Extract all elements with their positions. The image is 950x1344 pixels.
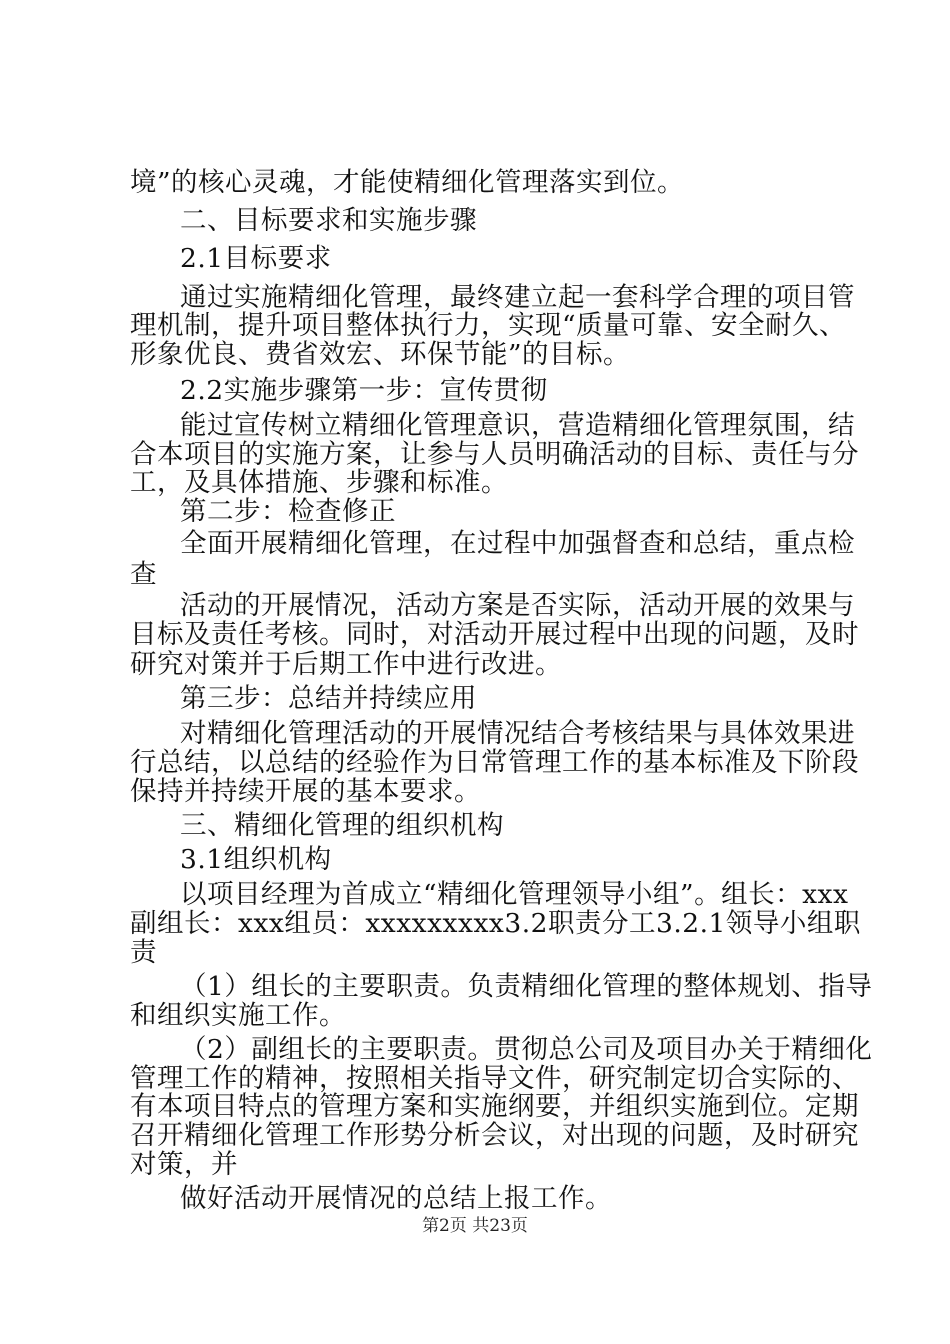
text-line: 二、目标要求和实施步骤: [180, 205, 477, 236]
text-line: 召开精细化管理工作形势分析会议，对出现的问题，及时研究: [130, 1120, 859, 1151]
text-line: 责: [130, 937, 157, 968]
text-line: 管理工作的精神，按照相关指导文件，研究制定切合实际的、: [130, 1063, 859, 1094]
text-line: 2.1目标要求: [180, 243, 332, 274]
text-line: 3.1组织机构: [180, 844, 332, 875]
text-line: 对精细化管理活动的开展情况结合考核结果与具体效果进: [180, 718, 855, 749]
text-line: 做好活动开展情况的总结上报工作。: [180, 1183, 612, 1214]
text-line: 活动的开展情况，活动方案是否实际，活动开展的效果与: [180, 590, 855, 621]
page-footer: 第2页 共23页: [422, 1216, 528, 1236]
text-line: 三、精细化管理的组织机构: [180, 810, 504, 841]
text-line: 第二步：检查修正: [180, 496, 396, 527]
text-line: 合本项目的实施方案，让参与人员明确活动的目标、责任与分: [130, 439, 859, 470]
text-line: 副组长：xxx组员：xxxxxxxxx3.2职责分工3.2.1领导小组职: [130, 908, 861, 939]
text-line: 行总结，以总结的经验作为日常管理工作的基本标准及下阶段: [130, 747, 859, 778]
text-line: 全面开展精细化管理，在过程中加强督查和总结，重点检: [180, 528, 855, 559]
text-line: （1）组长的主要职责。负责精细化管理的整体规划、指导: [180, 971, 873, 1002]
text-line: 工，及具体措施、步骤和标准。: [130, 467, 508, 498]
text-line: 以项目经理为首成立“精细化管理领导小组”。组长：xxx: [180, 879, 849, 910]
text-line: 保持并持续开展的基本要求。: [130, 776, 481, 807]
text-line: 第三步：总结并持续应用: [180, 683, 477, 714]
text-line: 境”的核心灵魂，才能使精细化管理落实到位。: [130, 167, 685, 198]
text-line: 研究对策并于后期工作中进行改进。: [130, 649, 562, 680]
text-line: 形象优良、费省效宏、环保节能”的目标。: [130, 339, 631, 370]
text-line: 通过实施精细化管理，最终建立起一套科学合理的项目管: [180, 282, 855, 313]
text-line: 能过宣传树立精细化管理意识，营造精细化管理氛围，结: [180, 410, 855, 441]
text-line: 有本项目特点的管理方案和实施纲要，并组织实施到位。定期: [130, 1091, 859, 1122]
text-line: （2）副组长的主要职责。贯彻总公司及项目办关于精细化: [180, 1034, 873, 1065]
text-line: 和组织实施工作。: [130, 1000, 346, 1031]
text-line: 目标及责任考核。同时，对活动开展过程中出现的问题，及时: [130, 619, 859, 650]
text-line: 对策，并: [130, 1149, 238, 1180]
text-line: 2.2实施步骤第一步：宣传贯彻: [180, 375, 548, 406]
text-line: 查: [130, 559, 157, 590]
text-line: 理机制，提升项目整体执行力，实现“质量可靠、安全耐久、: [130, 310, 847, 341]
